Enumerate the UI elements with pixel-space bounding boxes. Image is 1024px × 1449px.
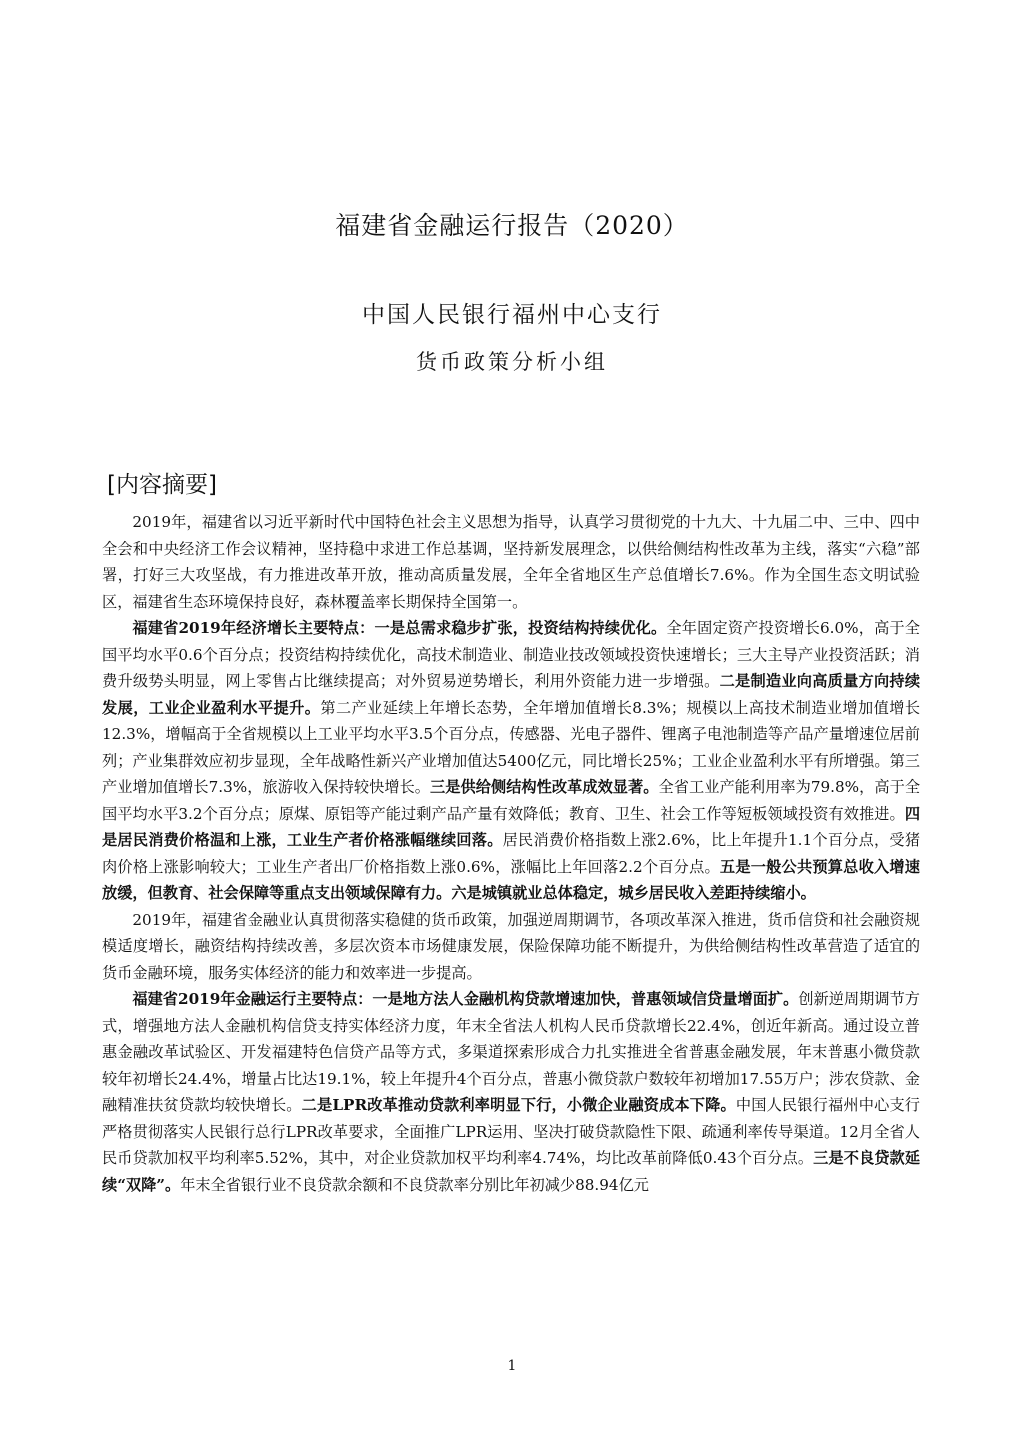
bold-text: 五是一般公共预算总收入增速放缓，但教育、社会保障等重点支出领域保障有力。六是城镇就业总体稳定，城乡居民收入差距持续缩小。 xyxy=(102,857,920,902)
paragraph-economy xyxy=(102,615,920,907)
paragraph-finance-features xyxy=(102,986,920,1198)
abstract-heading: [内容摘要] xyxy=(107,472,217,498)
bold-text: 三是不良贷款延续“双降”。 xyxy=(102,1149,921,1194)
paragraph-text: 2019年，福建省金融业认真贯彻落实稳健的货币政策，加强逆周期调节，各项改革深入推进，货币信贷和社会融资规模适度增长，融资结构持续改善，多层次资本市场健康发展，保险保障功能不断提升，为供给侧结构性改革营造了适宜的货币金融环境，服务实体经济的能力和效率进一步提高。 xyxy=(102,910,920,982)
paragraph-text: 创新逆周期调节方式，增强地方法人金融机构信贷支持实体经济力度，年末全省法人机构人民币贷款增长22.4%，创近年新高。通过设立普惠金融改革试验区、开发福建特色信贷产品等方式，多渠道探索形成合力扎实推进全省普惠金融发展，年末普惠小微贷款较年初增长24.4%，增量占比达19.1%，较上年提升4个百分点，普惠小微贷款户数较年初增加17.55万户；涉农贷款、金融精准扶贫贷款均较快增长。 xyxy=(102,990,920,1114)
bold-text: 福建省2019年经济增长主要特点：一是总需求稳步扩张，投资结构持续优化。 xyxy=(132,619,667,637)
bold-text: 四是居民消费价格温和上涨，工业生产者价格涨幅继续回落。 xyxy=(102,804,920,849)
bold-text: 福建省2019年金融运行主要特点：一是地方法人金融机构贷款增速加快，普惠领域信贷量增面扩。 xyxy=(132,990,799,1008)
paragraph-text: 中国人民银行福州中心支行严格贯彻落实人民银行总行LPR改革要求，全面推广LPR运用、坚决打破贷款隐性下限、疏通利率传导渠道。12月全省人民币贷款加权平均利率5.52%，其中，对企业贷款加权平均利率4.74%，均比改革前降低0.43个百分点。 xyxy=(102,1096,920,1167)
abstract-body xyxy=(102,509,920,1198)
paragraph-text: 全年固定资产投资增长6.0%，高于全国平均水平0.6个百分点；投资结构持续优化，高技术制造业、制造业技改领域投资快速增长；三大主导产业投资活跃；消费升级势头明显，网上零售占比继续提高；对外贸易逆势增长，利用外资能力进一步增强。 xyxy=(102,619,920,690)
paragraph-finance-overview xyxy=(102,907,920,987)
bold-text: 二是制造业向高质量方向持续发展，工业企业盈利水平提升。 xyxy=(102,672,921,717)
paragraph-text: 第二产业延续上年增长态势，全年增加值增长8.3%；规模以上高技术制造业增加值增长12.3%，增幅高于全省规模以上工业平均水平3.5个百分点，传感器、光电子器件、锂离子电池制造等产品产量增速位居前列；产业集群效应初步显现，全年战略性新兴产业增加值达5400亿元，同比增长25%；工业企业盈利水平有所增强。第三产业增加值增长7.3%，旅游收入保持较快增长。 xyxy=(102,698,921,796)
paragraph-text: 居民消费价格指数上涨2.6%，比上年提升1.1个百分点，受猪肉价格上涨影响较大；工业生产者出厂价格指数上涨0.6%，涨幅比上年回落2.2个百分点。 xyxy=(102,831,921,876)
paragraph-intro xyxy=(102,509,920,615)
paragraph-text: 全省工业产能利用率为79.8%，高于全国平均水平3.2个百分点；原煤、原铝等产能过剩产品产量有效降低；教育、卫生、社会工作等短板领域投资有效推进。 xyxy=(102,778,921,823)
paragraph-text: 2019年，福建省以习近平新时代中国特色社会主义思想为指导，认真学习贯彻党的十九大、十九届二中、三中、四中全会和中央经济工作会议精神，坚持稳中求进工作总基调，坚持新发展理念，以供给侧结构性改革为主线，落实“六稳”部署，打好三大攻坚战，有力推进改革开放，推动高质量发展，全年全省地区生产总值增长7.6%。作为全国生态文明试验区，福建省生态环境保持良好，森林覆盖率长期保持全国第一。 xyxy=(102,513,920,611)
author-organization: 中国人民银行福州中心支行 xyxy=(362,302,662,328)
paragraph-text: 年末全省银行业不良贷款余额和不良贷款率分别比年初减少88.94亿元 xyxy=(180,1175,649,1194)
bold-text: 二是LPR改革推动贷款利率明显下行，小微企业融资成本下降。 xyxy=(301,1096,736,1114)
page-number: 1 xyxy=(507,1358,517,1374)
bold-text: 三是供给侧结构性改革成效显著。 xyxy=(430,778,659,796)
author-group: 货币政策分析小组 xyxy=(416,350,608,374)
report-title: 福建省金融运行报告（2020） xyxy=(335,211,689,240)
